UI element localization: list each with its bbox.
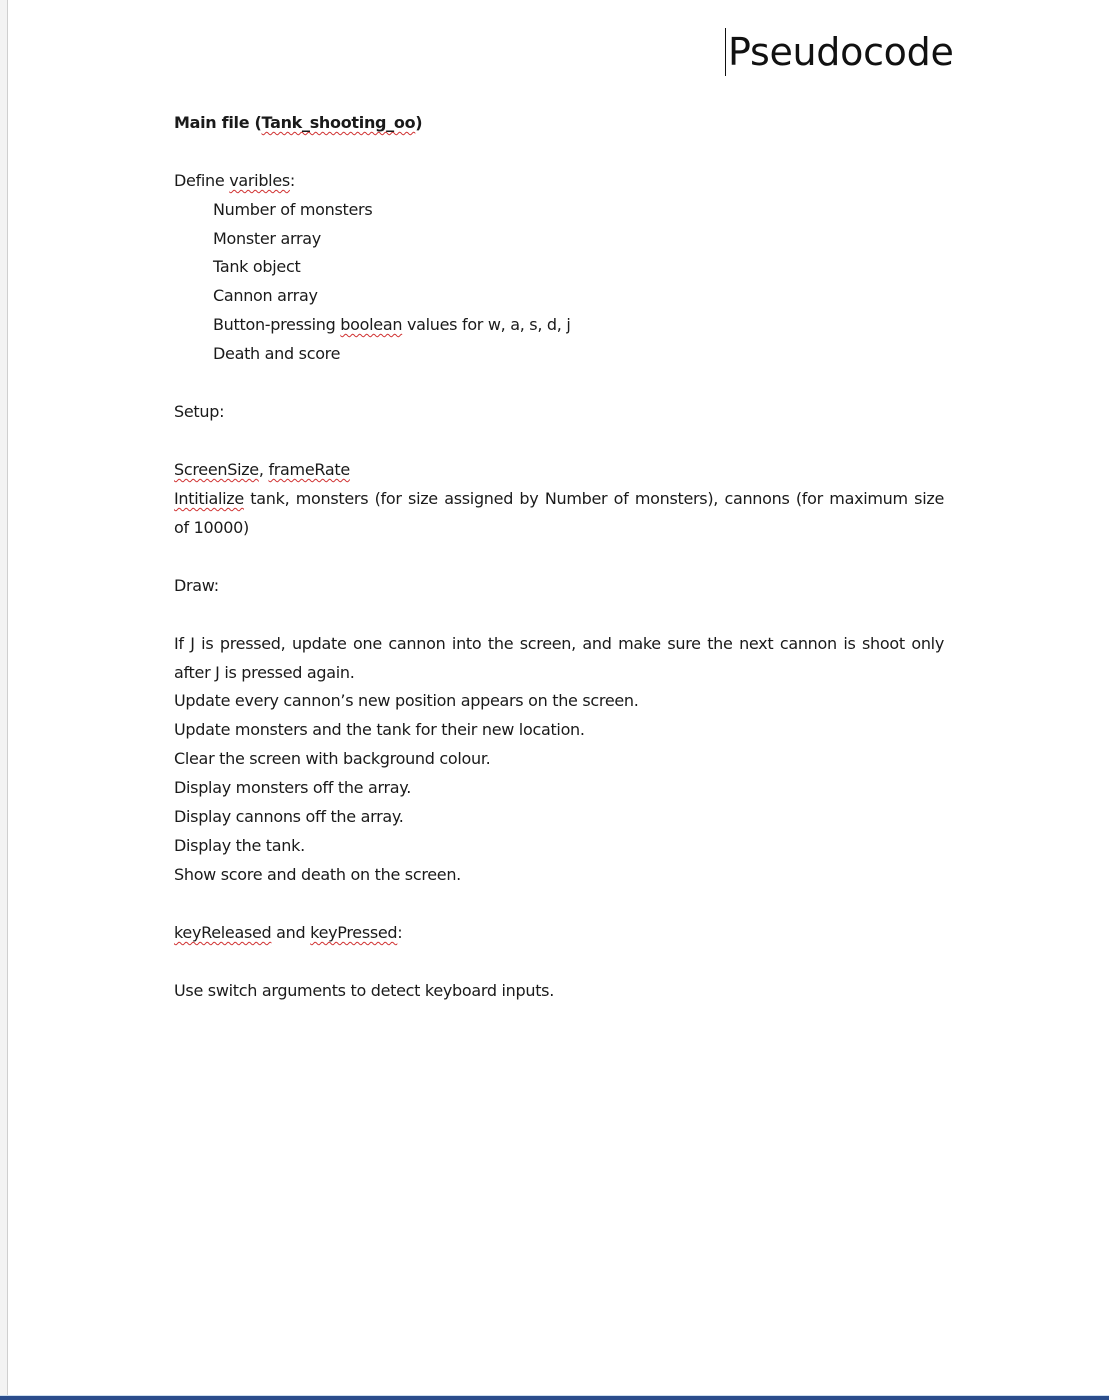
variable-item: Monster array — [213, 229, 321, 248]
document-title[interactable]: Pseudocode — [725, 28, 954, 76]
setup-screen-line — [174, 460, 350, 480]
main-file-close: ) — [415, 113, 423, 132]
setup-heading: Setup: — [174, 402, 225, 421]
key-pressed-word: keyPressed — [310, 923, 398, 942]
draw-line: after J is pressed again. — [174, 663, 355, 682]
variable-item: Cannon array — [213, 286, 318, 305]
main-file-heading — [174, 113, 422, 133]
draw-step: Display monsters off the array. — [174, 778, 411, 797]
buttons-after: values for w, a, s, d, j — [402, 315, 571, 334]
setup-comma: , — [258, 460, 269, 479]
key-released-word: keyReleased — [174, 923, 272, 942]
frame-rate-word: frameRate — [268, 460, 350, 479]
init-rest: tank, monsters (for size assigned by Number of monsters), cannons (for maximum size — [243, 489, 944, 508]
define-heading — [174, 171, 295, 191]
draw-step: Show score and death on the screen. — [174, 865, 461, 884]
init-word: Intitialize — [174, 489, 244, 508]
setup-init-cont: of 10000) — [174, 518, 249, 537]
define-word: varibles — [229, 171, 290, 190]
define-prefix: Define — [174, 171, 230, 190]
draw-line: If J is pressed, update one cannon into the screen, and make sure the next cannon is shoot only — [174, 634, 944, 653]
draw-step: Clear the screen with background colour. — [174, 749, 491, 768]
variable-item: Number of monsters — [213, 200, 373, 219]
keys-body: Use switch arguments to detect keyboard inputs. — [174, 981, 555, 1000]
status-bar — [0, 1395, 1109, 1400]
draw-step: Update every cannon’s new position appears on the screen. — [174, 691, 639, 710]
variable-item-buttons — [213, 315, 571, 335]
keys-and: and — [271, 923, 311, 942]
keys-heading — [174, 923, 402, 943]
buttons-before: Button-pressing — [213, 315, 341, 334]
variable-item: Death and score — [213, 344, 341, 363]
draw-heading: Draw: — [174, 576, 219, 595]
setup-init-line — [174, 489, 944, 509]
draw-step: Display the tank. — [174, 836, 305, 855]
define-suffix: : — [289, 171, 295, 190]
buttons-word: boolean — [340, 315, 403, 334]
keys-colon: : — [397, 923, 403, 942]
main-file-label: Main file ( — [174, 113, 262, 132]
variable-item: Tank object — [213, 257, 301, 276]
main-file-name: Tank_shooting_oo — [261, 113, 416, 132]
draw-step: Display cannons off the array. — [174, 807, 404, 826]
screen-size-word: ScreenSize — [174, 460, 259, 479]
draw-step: Update monsters and the tank for their new location. — [174, 720, 585, 739]
